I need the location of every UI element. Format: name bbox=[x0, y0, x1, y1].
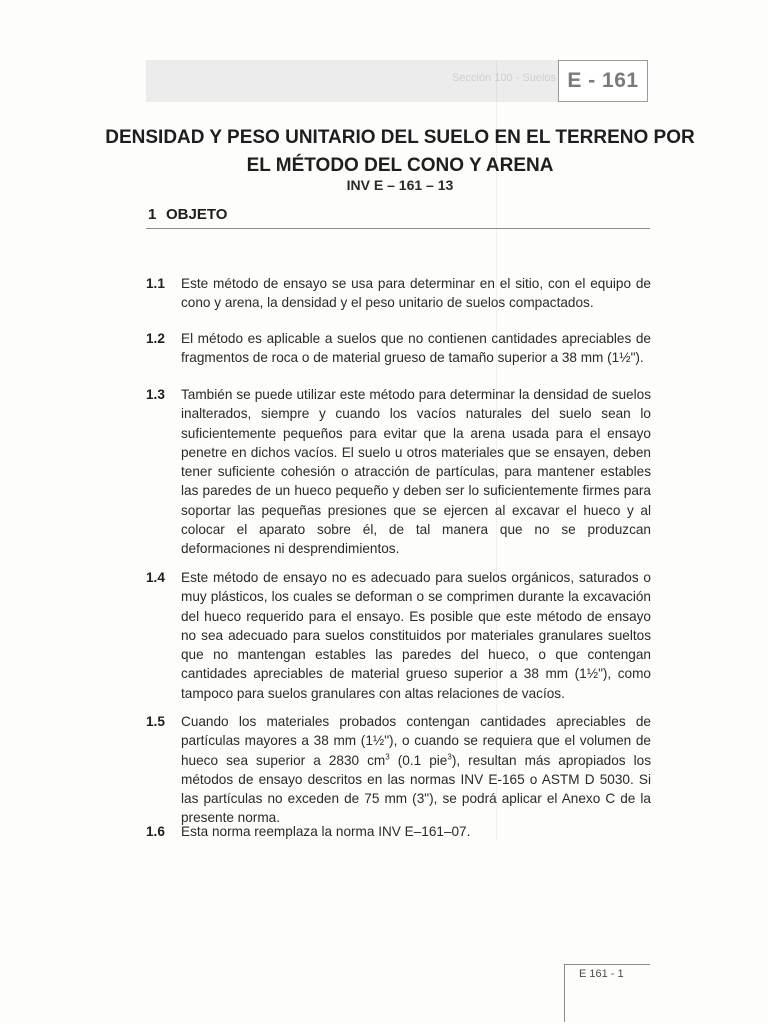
section-title: OBJETO bbox=[166, 206, 228, 223]
paragraph-number: 1.5 bbox=[146, 714, 165, 729]
section-number: 1 bbox=[148, 206, 157, 223]
paragraph-text: Este método de ensayo no es adecuado para suelos orgánicos, saturados o muy plásticos, los cuales se deforman o se comprimen durante la excavación del hueco requerido para el ensayo. Es posible que este método de ensayo no sea adecuado para suelos constituidos por materiales granulares sueltos que no mantengan estables las paredes del hueco, o que contengan cantidades apreciables de material grueso superior a 38 mm (1½"), como tampoco para suelos granulares con altas relaciones de vacíos. bbox=[181, 570, 651, 701]
paragraph-number: 1.4 bbox=[146, 570, 165, 585]
paragraph-text: También se puede utilizar este método para determinar la densidad de suelos inalterados, siempre y cuando los vacíos naturales del suelo sean lo suficientemente pequeños para evitar que la arena usada para el ensayo penetre en dichos vacíos. El suelo u otros materiales que se ensayen, deben tener suficiente cohesión o atracción de partículas, para mantener estables las paredes de un hueco pequeño y deben ser lo suficientemente firmes para soportar las pequeñas presiones que se ejercen al excavar el hueco y al colocar el aparato sobre él, de tal manera que no se produzcan deformaciones ni desprendimientos. bbox=[181, 387, 651, 557]
document-title bbox=[100, 124, 700, 180]
page-number: E 161 - 1 bbox=[579, 968, 624, 980]
superscript-cubed: 3 bbox=[447, 752, 452, 762]
section-heading bbox=[146, 206, 650, 229]
paragraph-text: Este método de ensayo se usa para determinar en el sitio, con el equipo de cono y arena, la densidad y el peso unitario de suelos compactados. bbox=[181, 276, 651, 311]
norm-code-label: E - 161 bbox=[567, 69, 639, 92]
paragraph-number: 1.3 bbox=[146, 387, 165, 402]
page-number-box bbox=[564, 964, 650, 1022]
paragraph-text: Esta norma reemplaza la norma INV E–161–07. bbox=[181, 824, 471, 839]
paragraph-number: 1.1 bbox=[146, 276, 165, 291]
title-line-2: EL MÉTODO DEL CONO Y ARENA bbox=[246, 155, 554, 176]
paragraph-text: El método es aplicable a suelos que no contienen cantidades apreciables de fragmentos de roca o de material grueso de tamaño superior a 38 mm (1½"). bbox=[181, 331, 651, 366]
paragraph-text-part: (0.1 pie bbox=[389, 752, 448, 768]
title-line-1: DENSIDAD Y PESO UNITARIO DEL SUELO EN EL TERRENO POR bbox=[105, 127, 695, 148]
paragraph-text bbox=[181, 712, 651, 828]
header-subtitle: Sección 100 - Suelos bbox=[452, 72, 556, 84]
paragraph-text-part: Cuando los materiales probados contengan cantidades apreciables de partículas mayores a 38 mm (1½"), o cuando se requiera que el volumen de hueco sea superior a 2830 cm bbox=[181, 714, 651, 768]
paragraph-text-part: ), resultan más apropiados los métodos de ensayo descritos en las normas INV E-165 o ASTM D 5030. Si las partículas no exceden de 75 mm (3"), se podrá aplicar el Anexo C de la presente norma. bbox=[181, 752, 651, 826]
norm-code-box bbox=[558, 60, 648, 102]
paragraph-number: 1.6 bbox=[146, 824, 165, 839]
norm-code-subtitle: INV E – 161 – 13 bbox=[346, 177, 454, 193]
paragraph-number: 1.2 bbox=[146, 331, 165, 346]
superscript-cubed: 3 bbox=[385, 752, 390, 762]
